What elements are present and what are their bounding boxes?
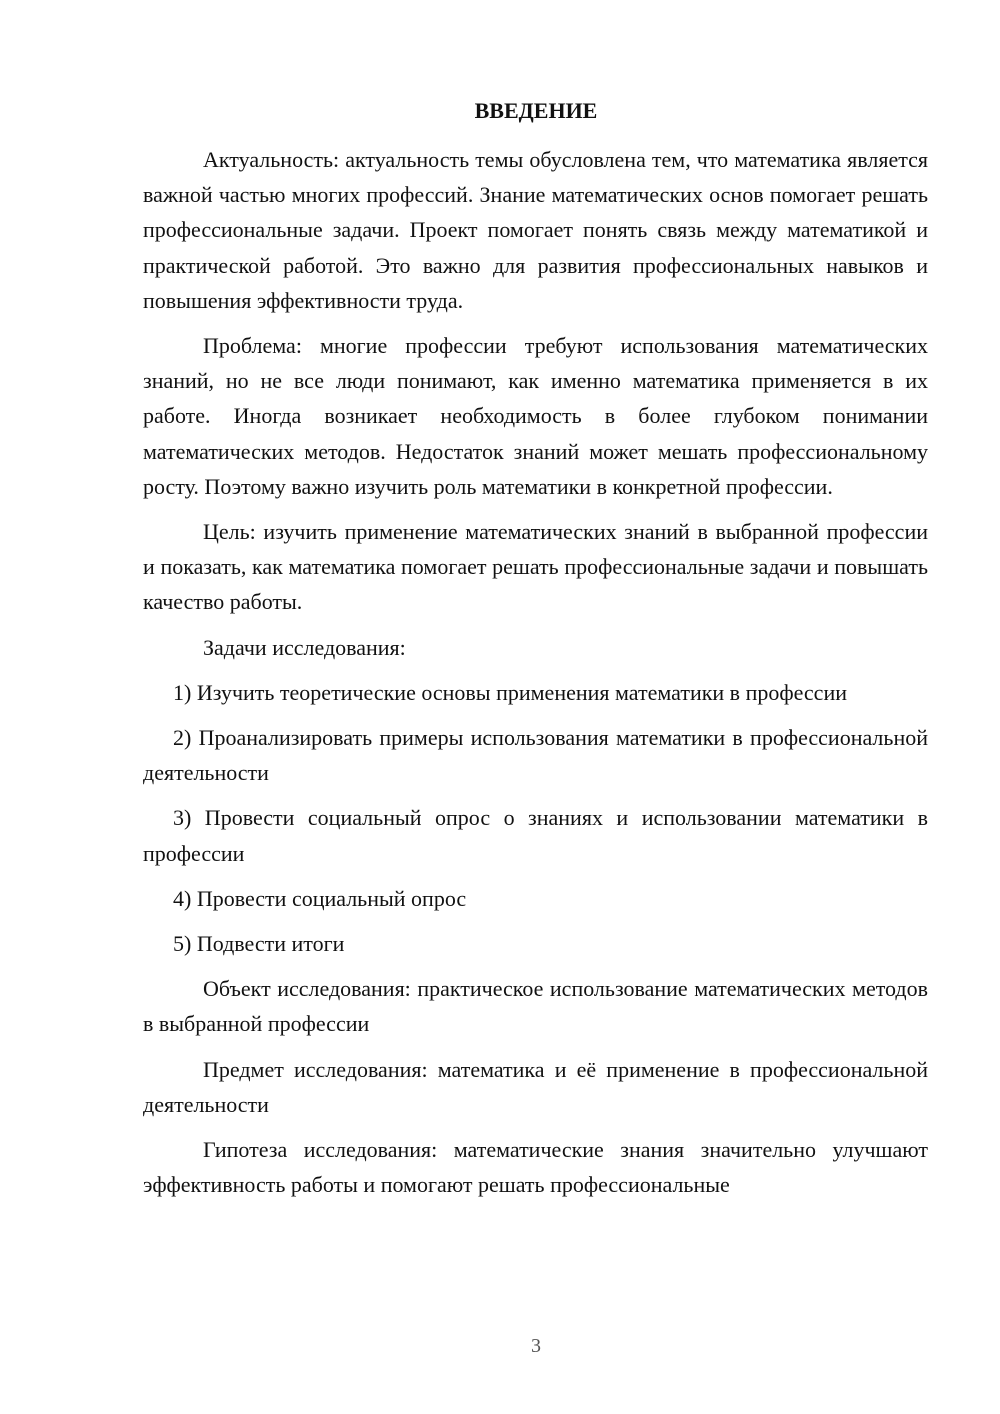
page-number: 3 xyxy=(531,1335,541,1357)
list-item: 5) Подвести итоги xyxy=(173,931,345,957)
paragraph-hypothesis: Гипотеза исследования: математические знания значительно улучшают эффективность работы и помогают решать профессиональные xyxy=(143,1137,928,1198)
list-item: 2) Проанализировать примеры использования математики в профессиональной деятельности xyxy=(143,725,928,786)
paragraph-object: Объект исследования: практическое использование математических методов в выбранной профессии xyxy=(143,976,928,1037)
list-item: 3) Провести социальный опрос о знаниях и использовании математики в профессии xyxy=(143,805,928,866)
document-body xyxy=(143,142,928,1212)
paragraph-subject: Предмет исследования: математика и её применение в профессиональной деятельности xyxy=(143,1056,928,1117)
paragraph-relevance: Актуальность: актуальность темы обусловлена тем, что математика является важной частью многих профессий. Знание математических основ помогает решать профессиональные задачи. Проект помогает понять связь между математикой и практической работой. Это важно для развития профессиональных навыков и повышения эффективности труда. xyxy=(143,147,928,313)
list-item: 4) Провести социальный опрос xyxy=(173,885,467,911)
paragraph-tasks-heading: Задачи исследования: xyxy=(203,634,406,660)
paragraph-goal: Цель: изучить применение математических знаний в выбранной профессии и показать, как математика помогает решать профессиональные задачи и повышать качество работы. xyxy=(143,519,928,615)
list-item: 1) Изучить теоретические основы применения математики в профессии xyxy=(173,679,847,705)
page-title: ВВЕДЕНИЕ xyxy=(474,98,598,123)
paragraph-problem: Проблема: многие профессии требуют использования математических знаний, но не все люди понимают, как именно математика применяется в их работе. Иногда возникает необходимость в более глубоком понимании математических методов. Недостаток знаний может мешать профессиональному росту. Поэтому важно изучить роль математики в конкретной профессии. xyxy=(143,333,928,499)
